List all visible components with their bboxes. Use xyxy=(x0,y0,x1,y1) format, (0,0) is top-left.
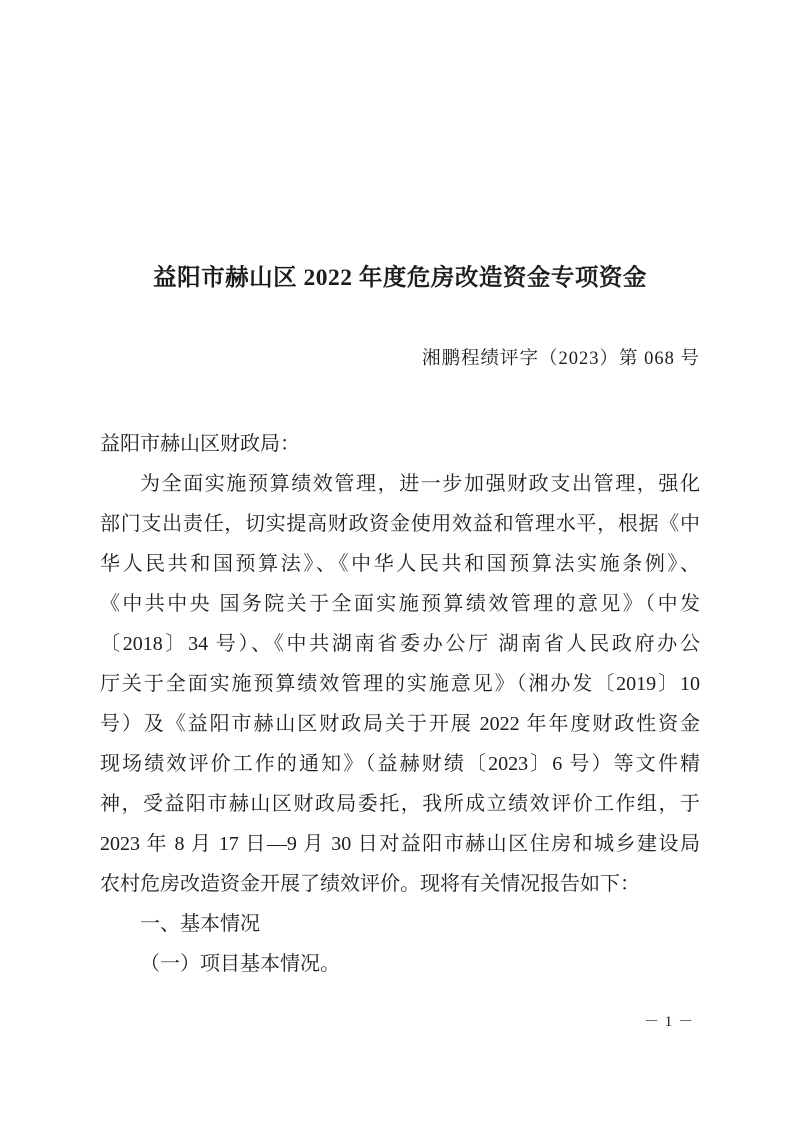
paragraph-line: 《中共中央 国务院关于全面实施预算绩效管理的意见》（中发 xyxy=(100,593,700,615)
paragraph-line: 部门支出责任，切实提高财政资金使用效益和管理水平，根据《中 xyxy=(100,513,700,535)
paragraph-line: 2023 年 8 月 17 日—9 月 30 日对益阳市赫山区住房和城乡建设局 xyxy=(100,833,700,855)
document-number: 湘鹏程绩评字（2023）第 068 号 xyxy=(421,349,700,369)
paragraph-line: 号）及《益阳市赫山区财政局关于开展 2022 年年度财政性资金 xyxy=(100,713,700,735)
document-body xyxy=(100,424,700,984)
subsection-heading: （一）项目基本情况。 xyxy=(140,953,340,975)
paragraph-line: 为全面实施预算绩效管理，进一步加强财政支出管理，强化 xyxy=(140,473,700,495)
page-number: － 1 － xyxy=(643,1014,694,1030)
paragraph-line: 农村危房改造资金开展了绩效评价。现将有关情况报告如下： xyxy=(100,873,640,895)
section-heading: 一、基本情况 xyxy=(140,913,260,935)
paragraph-line: 厅关于全面实施预算绩效管理的实施意见》（湘办发〔2019〕10 xyxy=(100,673,700,695)
document-title: 益阳市赫山区 2022 年度危房改造资金专项资金 xyxy=(153,265,647,291)
paragraph-line: 〔2018〕34 号）、《中共湖南省委办公厅 湖南省人民政府办公 xyxy=(100,633,700,655)
salutation: 益阳市赫山区财政局： xyxy=(100,433,300,455)
paragraph-line: 神，受益阳市赫山区财政局委托，我所成立绩效评价工作组，于 xyxy=(100,793,700,815)
paragraph-line: 现场绩效评价工作的通知》（益赫财绩〔2023〕6 号）等文件精 xyxy=(100,753,700,775)
paragraph-line: 华人民共和国预算法》、《中华人民共和国预算法实施条例》、 xyxy=(100,553,700,575)
